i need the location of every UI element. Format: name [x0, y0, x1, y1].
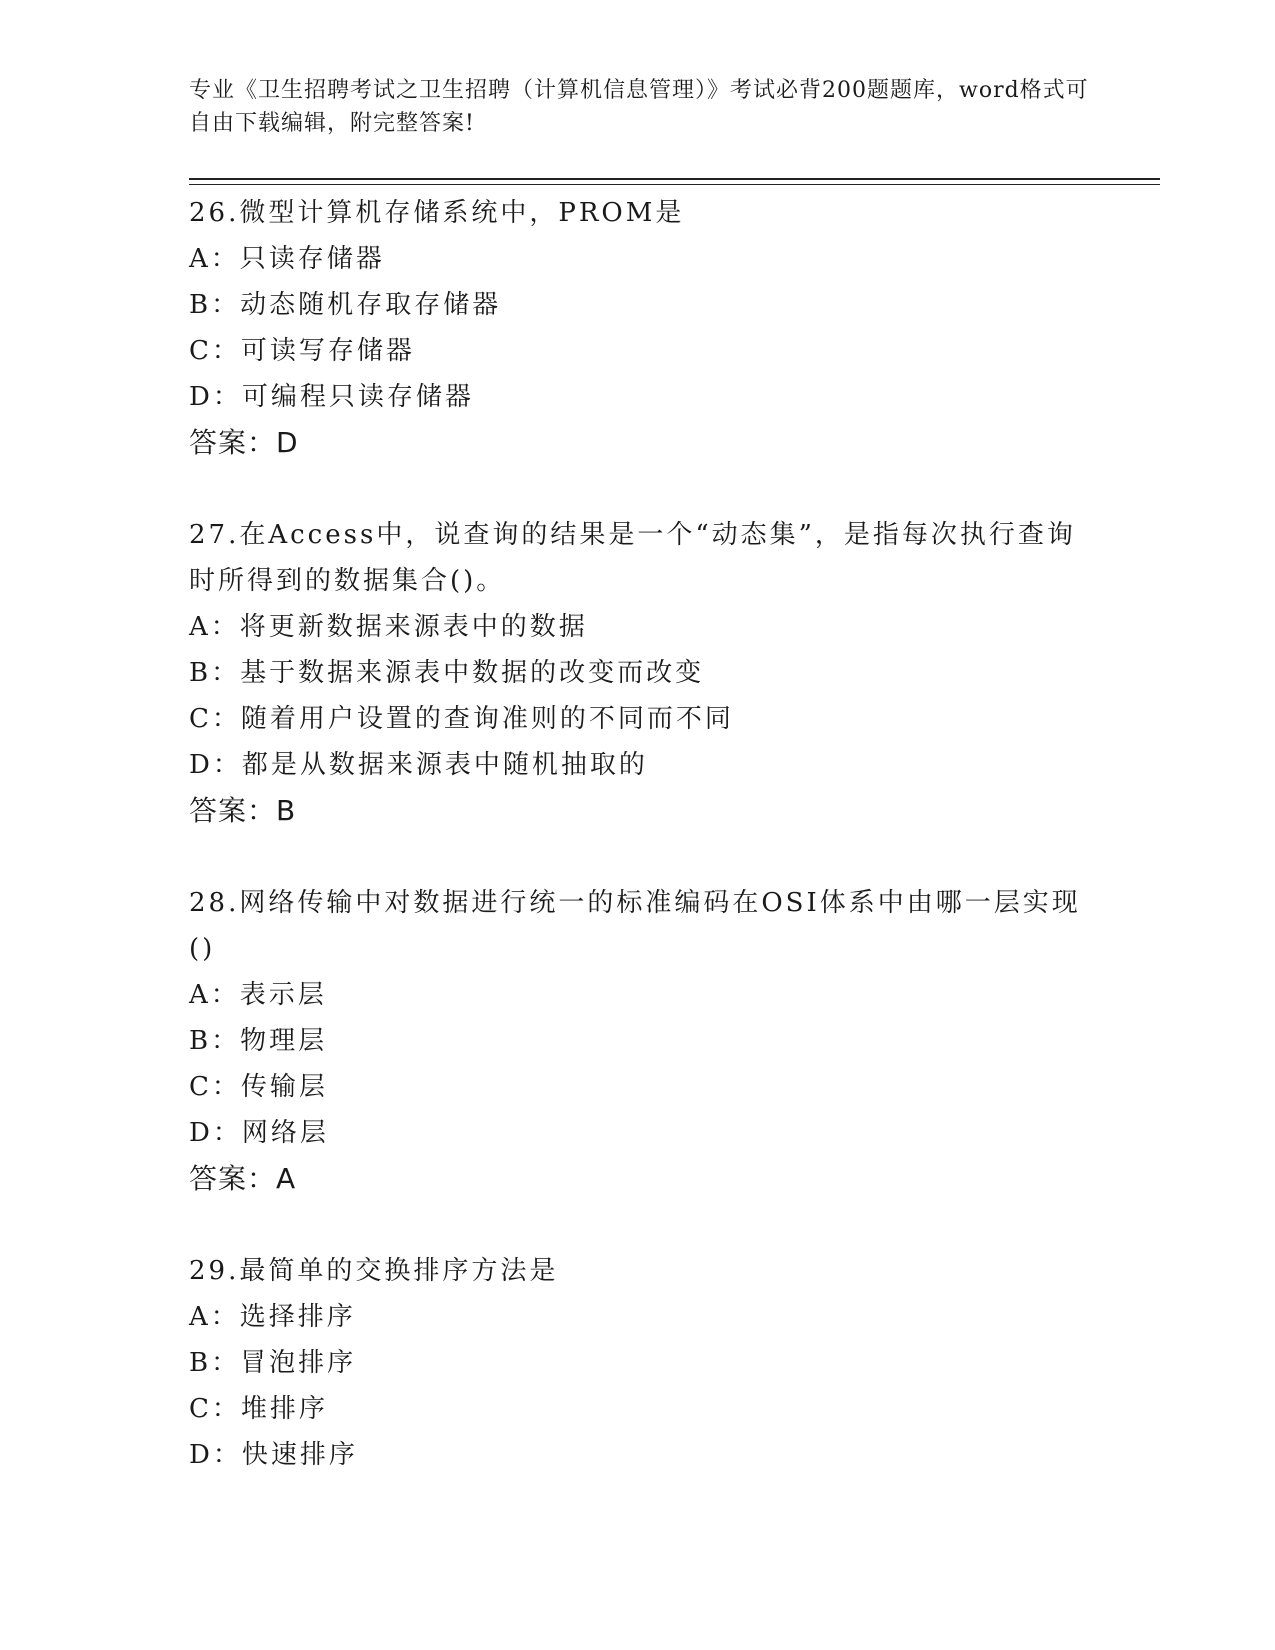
- option-c: C：堆排序: [189, 1394, 328, 1424]
- option-a: A：只读存储器: [189, 244, 385, 274]
- option-b: B：物理层: [189, 1026, 328, 1056]
- header-divider-thin: [189, 184, 1160, 185]
- question-28: [189, 880, 1089, 1202]
- document-header: 专业《卫生招聘考试之卫生招聘（计算机信息管理）》考试必背200题题库，word格式可自由下载编辑，附完整答案!: [189, 78, 1089, 136]
- option-a: A：表示层: [189, 980, 327, 1010]
- option-a: A：将更新数据来源表中的数据: [189, 612, 588, 642]
- option-c: C：随着用户设置的查询准则的不同而不同: [189, 704, 734, 734]
- option-d: D：可编程只读存储器: [189, 382, 474, 412]
- question-29: [189, 1248, 1089, 1478]
- option-a: A：选择排序: [189, 1302, 356, 1332]
- option-c: C：传输层: [189, 1072, 328, 1102]
- answer: 答案：B: [189, 794, 297, 827]
- question-list: [189, 190, 1089, 1524]
- option-b: B：冒泡排序: [189, 1348, 357, 1378]
- option-c: C：可读写存储器: [189, 336, 415, 366]
- question-title: 27.在Access中，说查询的结果是一个“动态集”，是指每次执行查询时所得到的数据集合()。: [189, 520, 1076, 596]
- question-26: [189, 190, 1089, 466]
- option-d: D：快速排序: [189, 1440, 358, 1470]
- question-title: 28.网络传输中对数据进行统一的标准编码在OSI体系中由哪一层实现(): [189, 888, 1081, 964]
- option-b: B：动态随机存取存储器: [189, 290, 502, 320]
- option-b: B：基于数据来源表中数据的改变而改变: [189, 658, 705, 688]
- answer: 答案：D: [189, 426, 299, 459]
- answer: 答案：A: [189, 1162, 297, 1195]
- option-d: D：都是从数据来源表中随机抽取的: [189, 750, 648, 780]
- question-title: 29.最简单的交换排序方法是: [189, 1256, 559, 1286]
- question-27: [189, 512, 1089, 834]
- header-divider-thick: [189, 178, 1160, 180]
- question-title: 26.微型计算机存储系统中，PROM是: [189, 198, 685, 228]
- option-d: D：网络层: [189, 1118, 329, 1148]
